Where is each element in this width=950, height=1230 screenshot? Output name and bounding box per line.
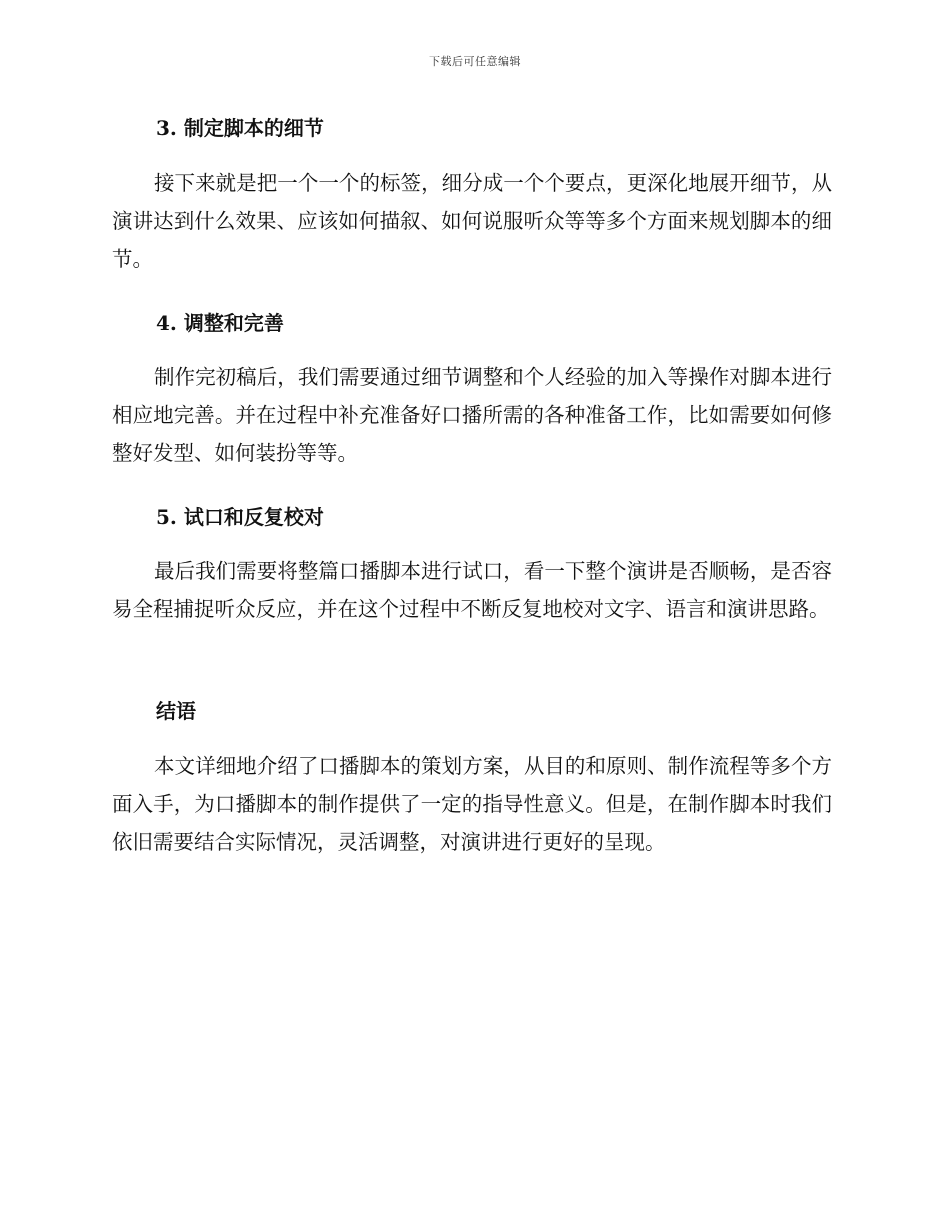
section-body-4: 制作完初稿后，我们需要通过细节调整和个人经验的加入等操作对脚本进行相应地完善。并在过程中补充准备好口播所需的各种准备工作，比如需要如何修整好发型、如何装扮等等。 bbox=[112, 365, 832, 465]
conclusion-body: 本文详细地介绍了口播脚本的策划方案，从目的和原则、制作流程等多个方面入手，为口播脚本的制作提供了一定的指导性意义。但是，在制作脚本时我们依旧需要结合实际情况，灵活调整，对演讲进行更好的呈现。 bbox=[112, 754, 832, 854]
section-body-5: 最后我们需要将整篇口播脚本进行试口，看一下整个演讲是否顺畅，是否容易全程捕捉听众反应，并在这个过程中不断反复地校对文字、语言和演讲思路。 bbox=[112, 559, 832, 621]
section-heading-5: 5. 试口和反复校对 bbox=[156, 505, 324, 529]
section-heading-4: 4. 调整和完善 bbox=[156, 311, 284, 335]
header-note: 下载后可任意编辑 bbox=[429, 55, 521, 68]
conclusion-heading: 结语 bbox=[156, 699, 196, 723]
section-heading-3: 3. 制定脚本的细节 bbox=[156, 116, 324, 140]
section-body-3: 接下来就是把一个一个的标签，细分成一个个要点，更深化地展开细节，从演讲达到什么效果、应该如何描叙、如何说服听众等等多个方面来规划脚本的细节。 bbox=[112, 171, 832, 271]
